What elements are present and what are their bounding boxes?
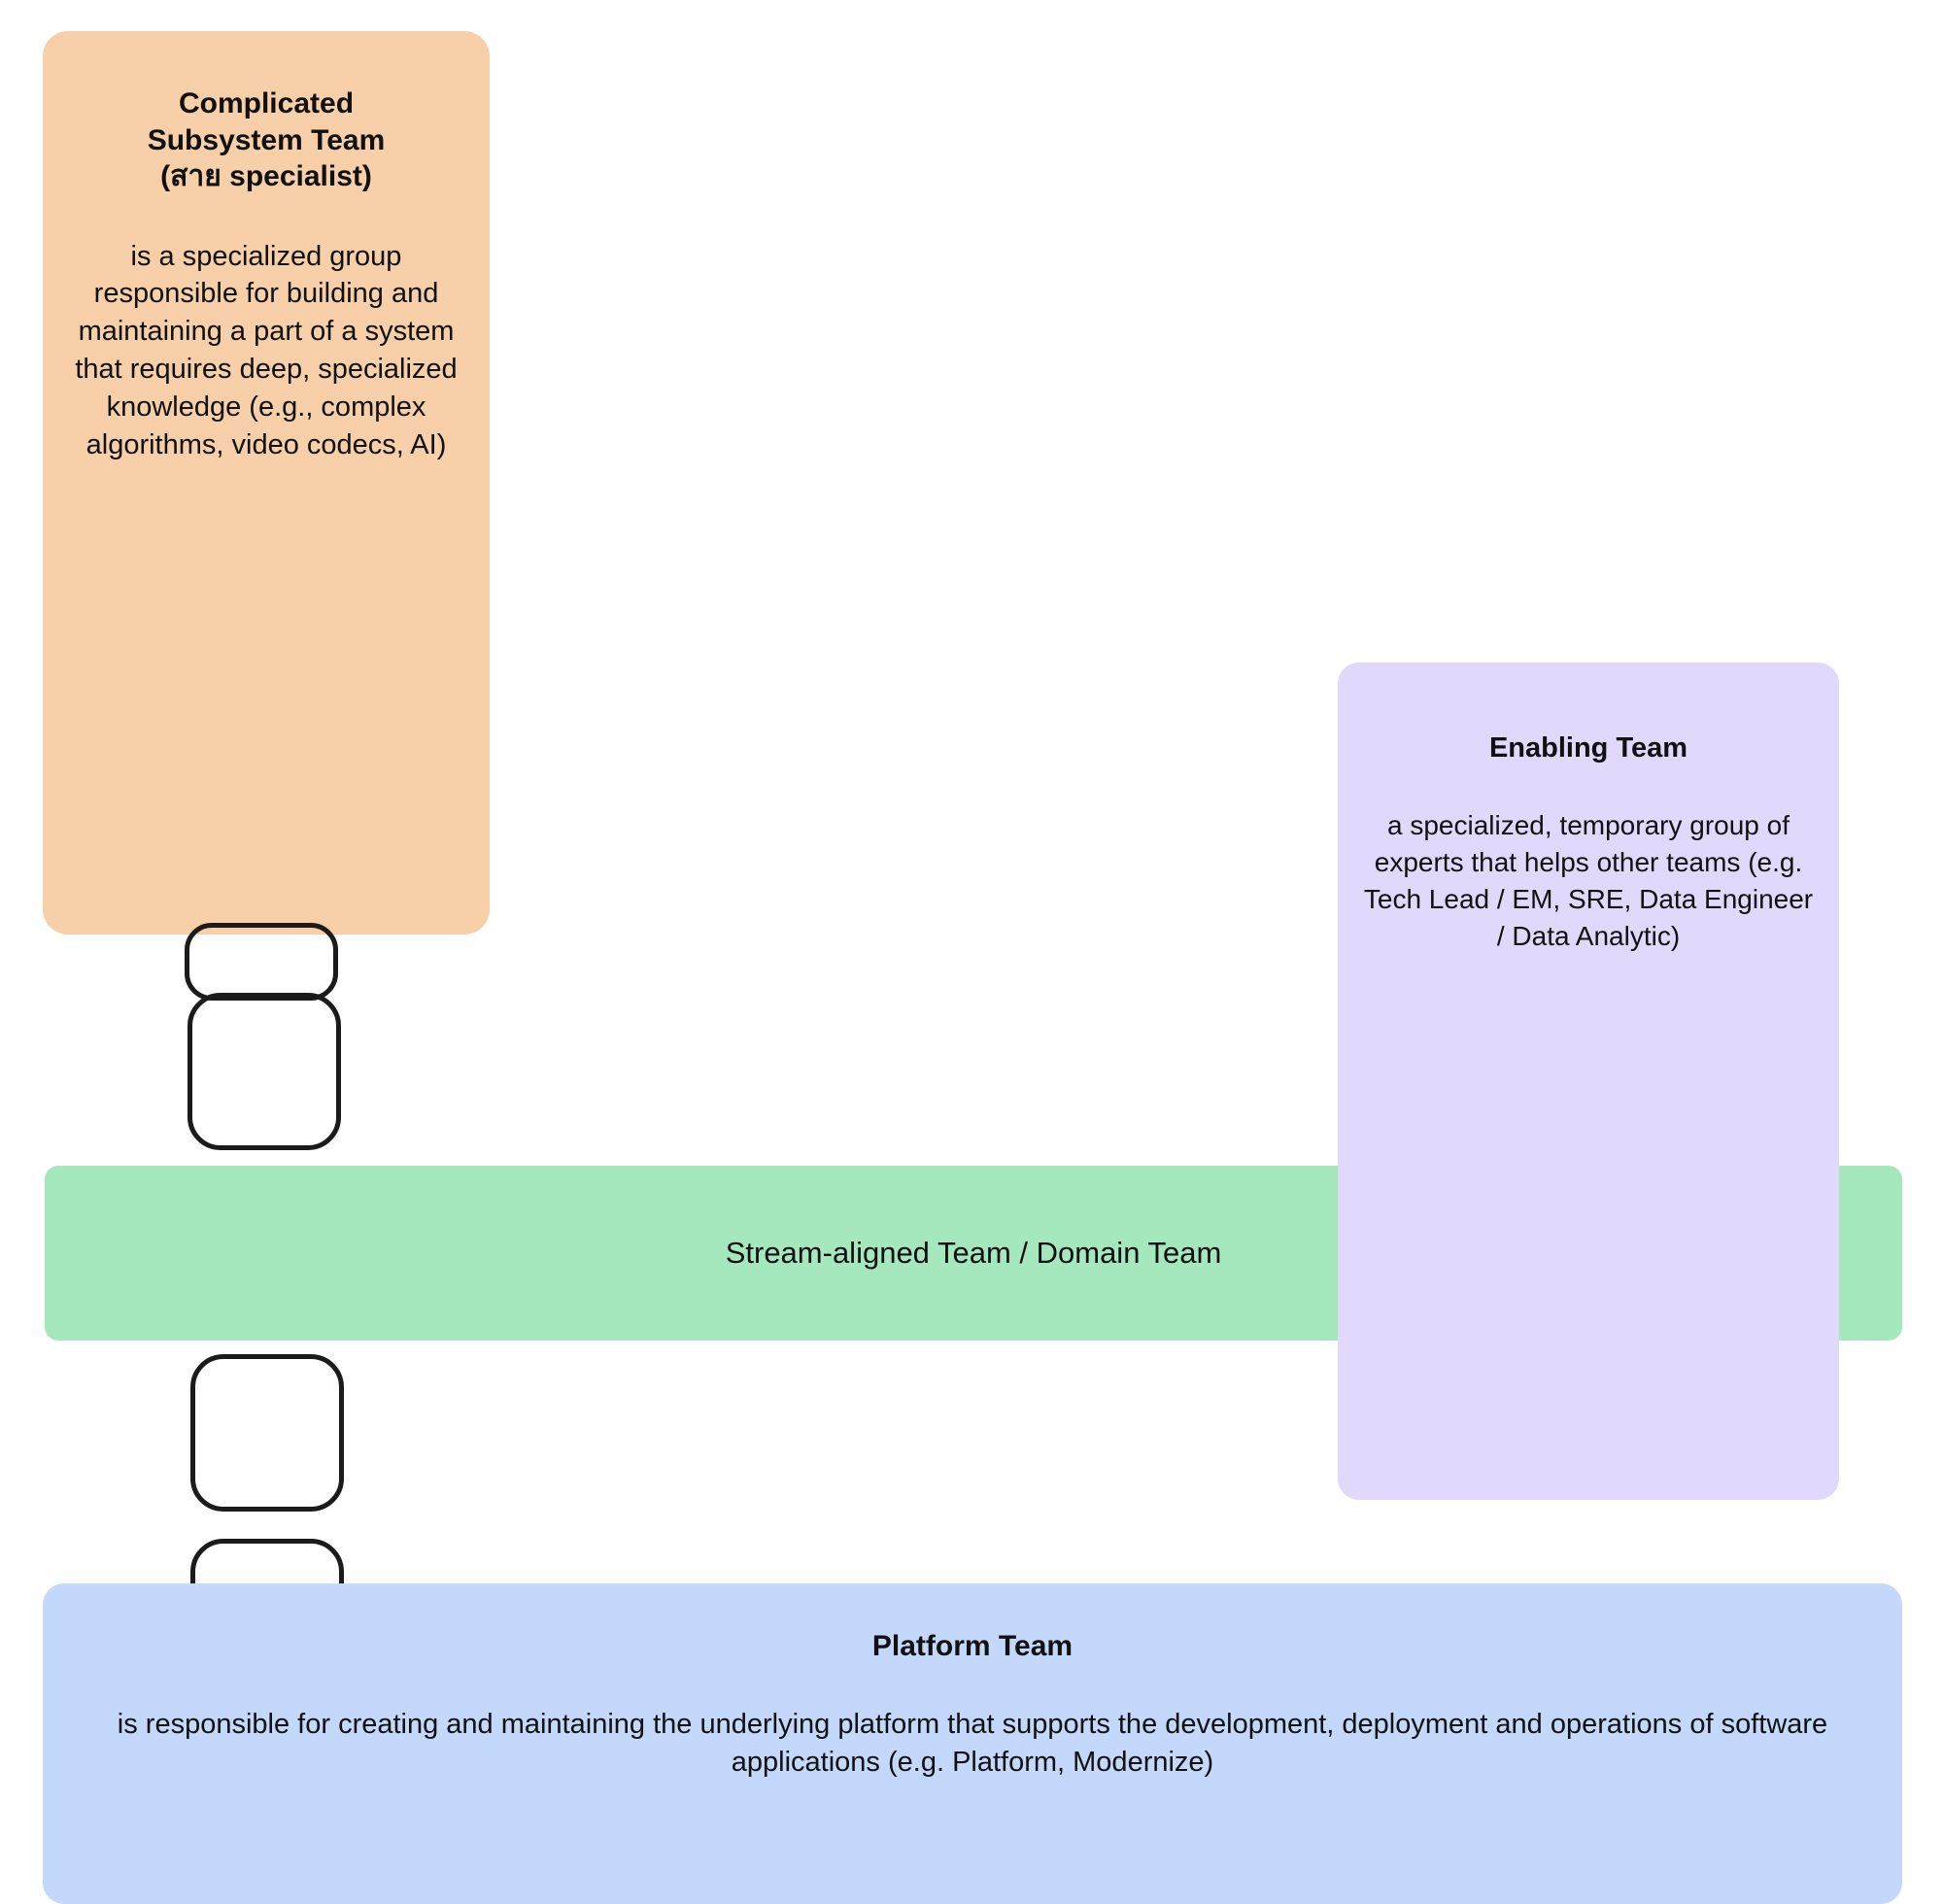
enabling-team-description: a specialized, temporary group of experts that helps other teams (e.g. Tech Lead / EM, SRE, Data Engineer / Data Analytic): [1363, 810, 1814, 952]
complicated-subsystem-team-description: is a specialized group responsible for building and maintaining a part of a system that requires deep, specialized knowledge (e.g., complex algorithms, video codecs, AI): [75, 240, 458, 460]
stream-aligned-team-label: Stream-aligned Team / Domain Team: [725, 1236, 1222, 1270]
platform-team-card: [43, 1583, 1902, 1904]
complicated-subsystem-team-card: [43, 31, 490, 935]
connector-squircle-top-outer: [185, 923, 338, 1001]
platform-team-description: is responsible for creating and maintaining the underlying platform that supports the development, deployment and operations of software applications (e.g. Platform, Modernize): [117, 1709, 1828, 1779]
complicated-subsystem-team-title-line3: (สาย specialist): [160, 160, 372, 192]
complicated-subsystem-team-title-line1: Complicated: [178, 87, 355, 119]
enabling-team-title: Enabling Team: [1488, 732, 1688, 764]
complicated-subsystem-team-title: [68, 85, 464, 195]
platform-team-title: Platform Team: [871, 1630, 1074, 1662]
connector-squircle-top-inner: [187, 993, 341, 1150]
complicated-subsystem-team-title-line2: Subsystem Team: [147, 123, 386, 156]
connector-squircle-bottom-inner: [190, 1354, 344, 1512]
enabling-team-card: [1338, 663, 1839, 1500]
